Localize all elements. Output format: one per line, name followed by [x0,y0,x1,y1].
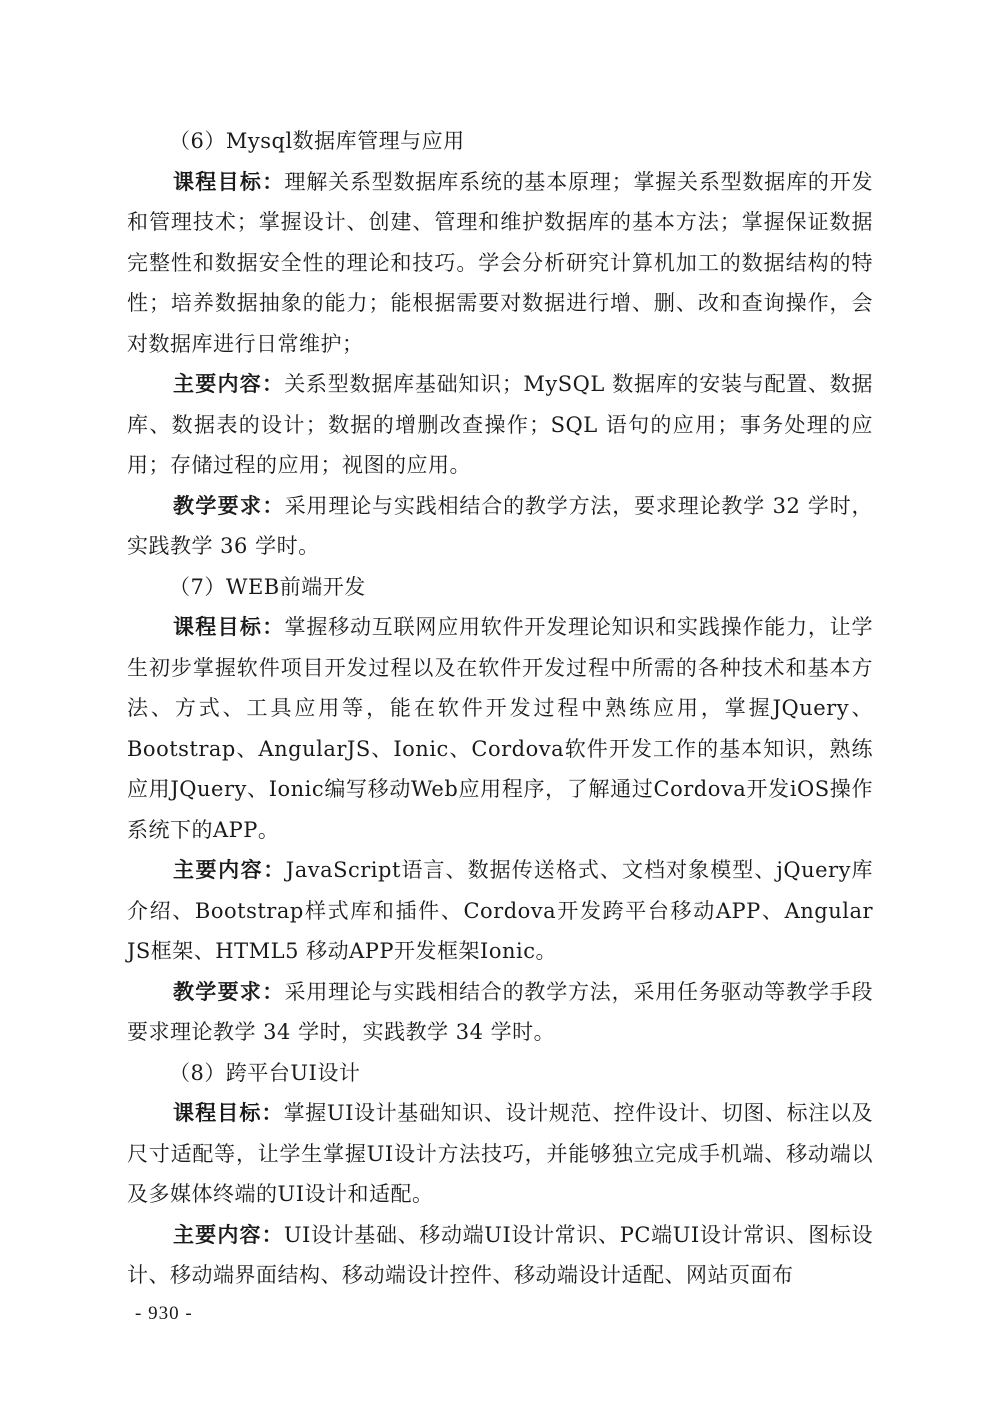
teaching-requirement-text: 采用理论与实践相结合的教学方法，要求理论教学 32 学时，实践教学 36 学时。 [127,493,874,558]
teaching-requirement-paragraph: 教学要求：采用理论与实践相结合的教学方法，采用任务驱动等教学手段要求理论教学 34 学时，实践教学 34 学时。 [127,979,874,1044]
section-heading-mysql: （6）Mysql数据库管理与应用 [169,129,465,153]
main-content-label: 主要内容 [173,1222,262,1247]
main-content-text: 关系型数据库基础知识；MySQL 数据库的安装与配置、数据库、数据表的设计；数据的增删改查操作；SQL 语句的应用；事务处理的应用；存储过程的应用；视图的应用。 [127,372,874,477]
main-content-label: 主要内容 [173,858,264,882]
main-content-text: UI设计基础、移动端UI设计常识、PC端UI设计常识、图标设计、移动端界面结构、移动端设计控件、移动端设计适配、网站页面布 [127,1222,874,1287]
course-goal-text: 掌握UI设计基础知识、设计规范、控件设计、切图、标注以及尺寸适配等，让学生掌握UI设计方法技巧，并能够独立完成手机端、移动端以及多媒体终端的UI设计和适配。 [127,1101,874,1206]
teaching-requirement-paragraph: 教学要求：采用理论与实践相结合的教学方法，要求理论教学 32 学时，实践教学 36 学时。 [127,493,874,558]
page-body [127,121,873,1296]
course-goal-label: 课程目标 [173,1101,262,1125]
main-content-paragraph: 主要内容：UI设计基础、移动端UI设计常识、PC端UI设计常识、图标设计、移动端界面结构、移动端设计控件、移动端设计适配、网站页面布 [127,1222,874,1287]
main-content-text: JavaScript语言、数据传送格式、文档对象模型、jQuery库介绍、Bootstrap样式库和插件、Cordova开发跨平台移动APP、Angular JS框架、HTML5 移动APP开发框架Ionic。 [127,858,874,963]
main-content-paragraph: 主要内容：关系型数据库基础知识；MySQL 数据库的安装与配置、数据库、数据表的设计；数据的增删改查操作；SQL 语句的应用；事务处理的应用；存储过程的应用；视图的应用。 [127,372,874,477]
course-goal-text: 掌握移动互联网应用软件开发理论知识和实践操作能力，让学生初步掌握软件项目开发过程以及在软件开发过程中所需的各种技术和基本方法、方式、工具应用等，能在软件开发过程中熟练应用，掌握JQuery、Bootstrap、AngularJS、Ionic、Cordova软件开发工作的基本知识，熟练应用JQuery、Ionic编写移动Web应用程序，了解通过Cordova开发iOS操作系统下的APP。 [127,615,874,842]
course-goal-label: 课程目标 [173,615,263,639]
teaching-requirement-label: 教学要求 [173,979,263,1004]
course-goal-paragraph: 课程目标：掌握UI设计基础知识、设计规范、控件设计、切图、标注以及尺寸适配等，让学生掌握UI设计方法技巧，并能够独立完成手机端、移动端以及多媒体终端的UI设计和适配。 [127,1101,874,1206]
page-number: - 930 - [135,1303,193,1324]
course-goal-paragraph: 课程目标：理解关系型数据库系统的基本原理；掌握关系型数据库的开发和管理技术；掌握设计、创建、管理和维护数据库的基本方法；掌握保证数据完整性和数据安全性的理论和技巧。学会分析研究计算机加工的数据结构的特性；培养数据抽象的能力；能根据需要对数据进行增、删、改和查询操作，会对数据库进行日常维护； [127,169,874,356]
section-heading-web: （7）WEB前端开发 [169,574,366,599]
teaching-requirement-label: 教学要求 [173,493,263,518]
section-heading-ui: （8）跨平台UI设计 [169,1060,361,1085]
course-goal-label: 课程目标 [173,169,263,194]
course-goal-paragraph: 课程目标：掌握移动互联网应用软件开发理论知识和实践操作能力，让学生初步掌握软件项目开发过程以及在软件开发过程中所需的各种技术和基本方法、方式、工具应用等，能在软件开发过程中熟练应用，掌握JQuery、Bootstrap、AngularJS、Ionic、Cordova软件开发工作的基本知识，熟练应用JQuery、Ionic编写移动Web应用程序，了解通过Cordova开发iOS操作系统下的APP。 [127,615,874,842]
teaching-requirement-text: 采用理论与实践相结合的教学方法，采用任务驱动等教学手段要求理论教学 34 学时，实践教学 34 学时。 [127,979,874,1044]
main-content-paragraph: 主要内容：JavaScript语言、数据传送格式、文档对象模型、jQuery库介绍、Bootstrap样式库和插件、Cordova开发跨平台移动APP、Angular JS框架、HTML5 移动APP开发框架Ionic。 [127,858,874,963]
course-goal-text: 理解关系型数据库系统的基本原理；掌握关系型数据库的开发和管理技术；掌握设计、创建、管理和维护数据库的基本方法；掌握保证数据完整性和数据安全性的理论和技巧。学会分析研究计算机加工的数据结构的特性；培养数据抽象的能力；能根据需要对数据进行增、删、改和查询操作，会对数据库进行日常维护； [127,169,874,356]
main-content-label: 主要内容 [173,372,263,396]
